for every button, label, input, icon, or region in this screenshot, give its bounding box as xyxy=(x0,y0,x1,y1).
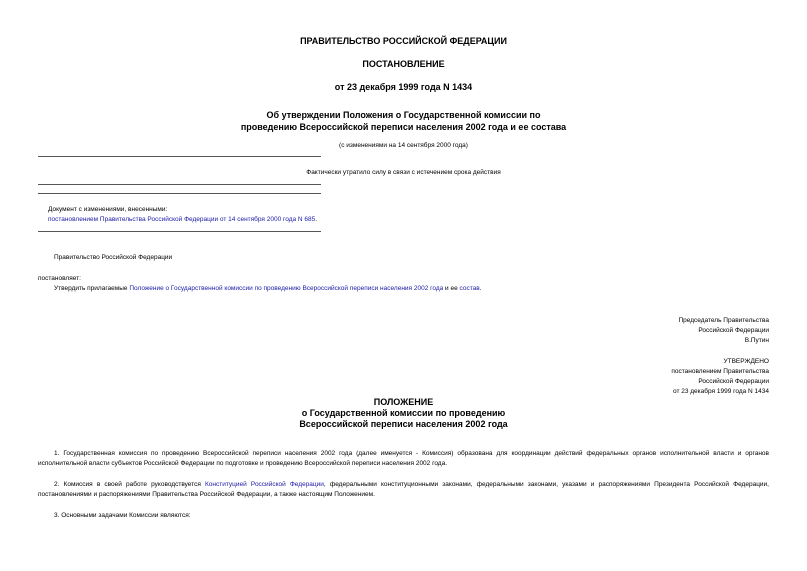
approved-label: УТВЕРЖДЕНО xyxy=(723,358,769,365)
divider xyxy=(38,193,321,194)
divider xyxy=(38,184,321,185)
document-type: ПОСТАНОВЛЕНИЕ xyxy=(362,59,445,69)
signature-country: Российской Федерации xyxy=(698,327,769,334)
regulation-paragraph-1: 1. Государственная комиссия по проведению Всероссийской переписи населения 2002 года (далее именуется - Комиссия) образована для координации действий федеральных органов исполнительной власти и органов исполнительной власти субъектов Российской Федерации по подготовке и проведению Всероссийской переписи населения 2002 года. xyxy=(38,450,769,467)
approved-date: от 23 декабря 1999 года N 1434 xyxy=(672,388,769,395)
changes-line: постановлением Правительства Российской Федерации от 14 сентября 2000 года N 685. xyxy=(48,216,318,223)
decides-text: постановляет: xyxy=(38,275,81,282)
approved-by: постановлением Правительства xyxy=(671,368,769,375)
regulation-link[interactable]: Положение о Государственной комиссии по проведению Всероссийской переписи населения 2002 года xyxy=(129,285,444,292)
signature-position: Председатель Правительства xyxy=(678,317,769,324)
divider xyxy=(38,156,321,157)
approved-country: Российской Федерации xyxy=(698,378,769,385)
regulation-paragraph-2: 2. Комиссия в своей работе руководствуется Конституцией Российской Федерации, федеральными конституционными законами, федеральными законами, указами и распоряжениями Президента Российской Федерации, постановлениями и распоряжениями Правительства Российской Федерации, а также настоящим Положением. xyxy=(38,481,769,498)
changes-link[interactable]: постановлением Правительства Российской Федерации от 14 сентября 2000 года N 685 xyxy=(48,216,316,223)
amendments-note: (с изменениями на 14 сентября 2000 года) xyxy=(339,142,468,149)
government-heading: ПРАВИТЕЛЬСТВО РОССИЙСКОЙ ФЕДЕРАЦИИ xyxy=(300,36,507,46)
divider xyxy=(38,231,321,232)
constitution-link[interactable]: Конституцией Российской Федерации xyxy=(205,481,324,488)
document-date-number: от 23 декабря 1999 года N 1434 xyxy=(334,82,473,92)
signature-name: В.Путин xyxy=(744,337,769,344)
document-title-line1: Об утверждении Положения о Государственной комиссии по xyxy=(266,110,541,120)
regulation-subtitle-line2: Всероссийской переписи населения 2002 года xyxy=(299,419,508,429)
regulation-paragraph-3: 3. Основными задачами Комиссии являются: xyxy=(54,512,191,519)
approve-paragraph: Утвердить прилагаемые Положение о Государственной комиссии по проведению Всероссийской переписи населения 2002 года и ее состав. xyxy=(54,285,482,292)
regulation-title: ПОЛОЖЕНИЕ xyxy=(373,397,434,407)
document-title-line2: проведению Всероссийской переписи населения 2002 года и ее состава xyxy=(240,122,567,132)
regulation-subtitle-line1: о Государственной комиссии по проведению xyxy=(301,408,506,418)
composition-link[interactable]: состав xyxy=(459,285,480,292)
government-name: Правительство Российской Федерации xyxy=(54,254,173,261)
changes-intro: Документ с изменениями, внесенными: xyxy=(48,206,168,213)
validity-status: Фактически утратило силу в связи с истечением срока действия xyxy=(306,169,501,176)
